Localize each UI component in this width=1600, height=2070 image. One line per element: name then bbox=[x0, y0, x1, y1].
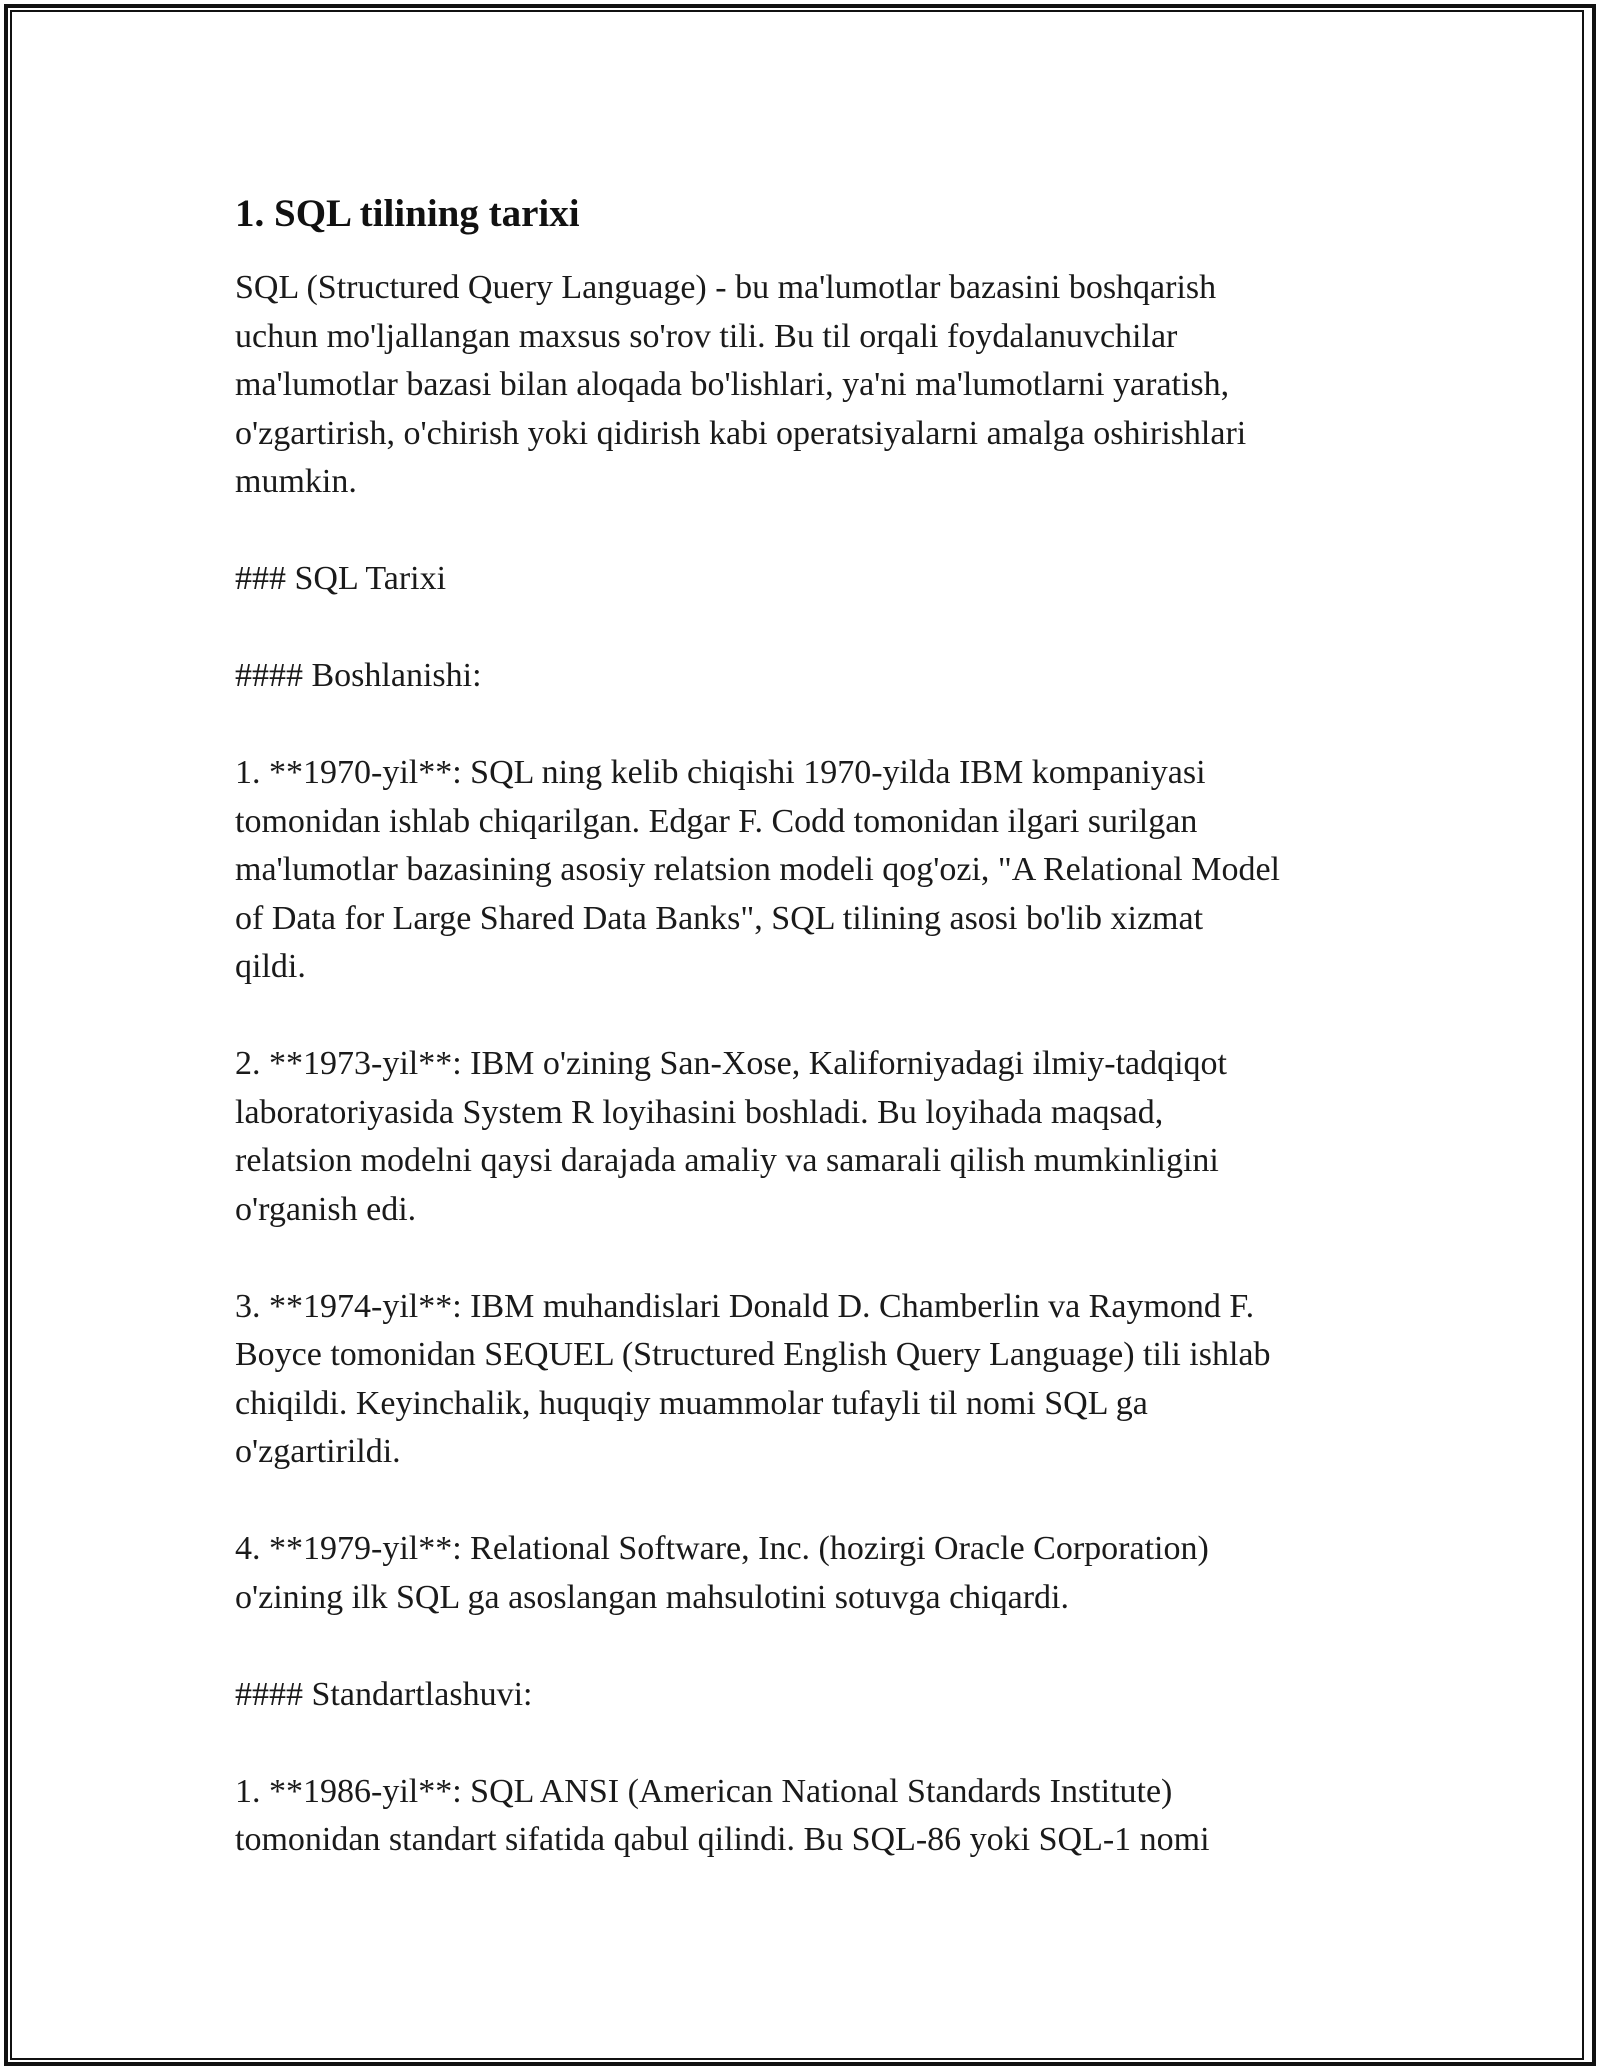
document-body bbox=[235, 186, 1385, 1865]
text-line: uchun mo'ljallangan maxsus so'rov tili. Bu til orqali foydalanuvchilar bbox=[235, 317, 1178, 355]
paragraph bbox=[235, 1671, 1385, 1720]
text-line: tomonidan standart sifatida qabul qilindi. Bu SQL-86 yoki SQL-1 nomi bbox=[235, 1821, 1210, 1858]
text-line: of Data for Large Shared Data Banks", SQL tilining asosi bo'lib xizmat bbox=[235, 899, 1204, 937]
text-line: #### Standartlashuvi: bbox=[235, 1675, 533, 1713]
text-line: 2. **1973-yil**: IBM o'zining San-Xose, Kaliforniyadagi ilmiy-tadqiqot bbox=[235, 1045, 1227, 1082]
paragraph-spacer bbox=[235, 1234, 1385, 1283]
text-line: relatsion modelni qaysi darajada amaliy va samarali qilish mumkinligini bbox=[235, 1142, 1219, 1179]
paragraph bbox=[235, 1525, 1385, 1622]
text-line: 4. **1979-yil**: Relational Software, Inc. (hozirgi Oracle Corporation) bbox=[235, 1530, 1209, 1567]
text-line: chiqildi. Keyinchalik, huquqiy muammolar tufayli til nomi SQL ga bbox=[235, 1384, 1148, 1422]
text-line: Boyce tomonidan SEQUEL (Structured English Query Language) tili ishlab bbox=[235, 1336, 1271, 1373]
paragraph bbox=[235, 264, 1385, 507]
paragraph bbox=[235, 652, 1385, 701]
text-line: laboratoriyasida System R loyihasini boshladi. Bu loyihada maqsad, bbox=[235, 1093, 1164, 1131]
page-title: 1. SQL tilining tarixi bbox=[235, 192, 580, 235]
paragraph-spacer bbox=[235, 1622, 1385, 1671]
text-line: SQL (Structured Query Language) - bu ma'lumotlar bazasini boshqarish bbox=[235, 269, 1217, 306]
text-line: mumkin. bbox=[235, 463, 357, 500]
text-line: qildi. bbox=[235, 948, 306, 985]
paragraph-spacer bbox=[235, 507, 1385, 556]
text-line: o'zining ilk SQL ga asoslangan mahsulotini sotuvga chiqardi. bbox=[235, 1578, 1069, 1616]
paragraph-spacer bbox=[235, 992, 1385, 1041]
paragraph bbox=[235, 749, 1385, 992]
paragraph-spacer bbox=[235, 701, 1385, 750]
text-line: tomonidan ishlab chiqarilgan. Edgar F. Codd tomonidan ilgari surilgan bbox=[235, 802, 1198, 840]
text-line: ### SQL Tarixi bbox=[235, 560, 447, 597]
text-line: 3. **1974-yil**: IBM muhandislari Donald D. Chamberlin va Raymond F. bbox=[235, 1287, 1255, 1325]
paragraph-spacer bbox=[235, 604, 1385, 653]
document-blocks bbox=[235, 264, 1385, 1865]
text-line: 1. **1970-yil**: SQL ning kelib chiqishi 1970-yilda IBM kompaniyasi bbox=[235, 754, 1206, 791]
text-line: o'rganish edi. bbox=[235, 1190, 417, 1228]
text-line: o'zgartirish, o'chirish yoki qidirish kabi operatsiyalarni amalga oshirishlari bbox=[235, 414, 1247, 452]
paragraph bbox=[235, 1283, 1385, 1477]
paragraph bbox=[235, 1768, 1385, 1865]
text-line: o'zgartirildi. bbox=[235, 1433, 401, 1470]
paragraph bbox=[235, 1040, 1385, 1234]
text-line: ma'lumotlar bazasining asosiy relatsion modeli qog'ozi, "A Relational Model bbox=[235, 851, 1280, 888]
paragraph-spacer bbox=[235, 1719, 1385, 1768]
paragraph-spacer bbox=[235, 1477, 1385, 1526]
text-line: 1. **1986-yil**: SQL ANSI (American National Standards Institute) bbox=[235, 1772, 1173, 1810]
text-line: #### Boshlanishi: bbox=[235, 657, 482, 694]
paragraph bbox=[235, 555, 1385, 604]
text-line: ma'lumotlar bazasi bilan aloqada bo'lishlari, ya'ni ma'lumotlarni yaratish, bbox=[235, 366, 1230, 403]
